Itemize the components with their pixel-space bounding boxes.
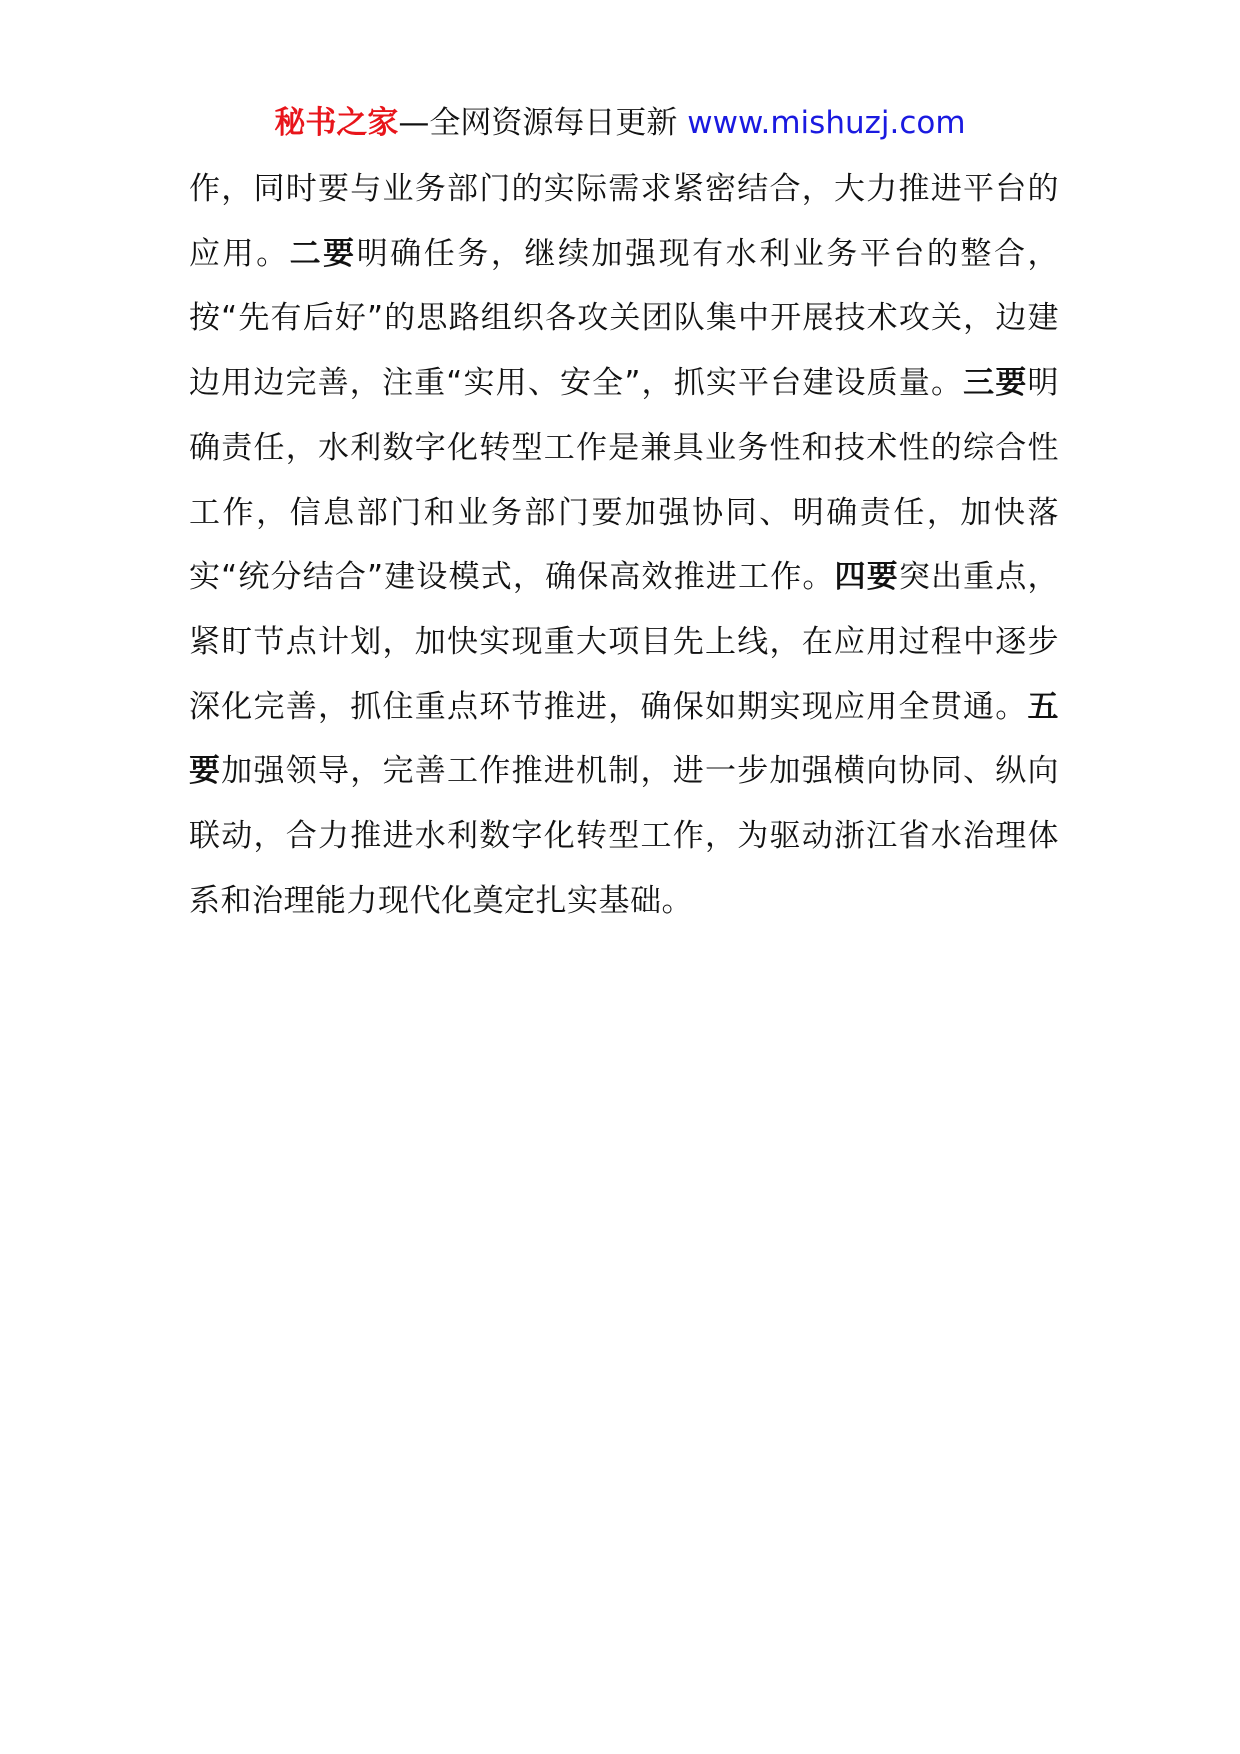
- keyword-san-yao: 三要: [963, 365, 1028, 402]
- body-paragraph: [189, 157, 1059, 933]
- keyword-er-yao: 二要: [289, 235, 357, 272]
- sentence-5: 加强领导，完善工作推进机制，进一步加强横向协同、纵向联动，合力推进水利数字化转型工作，为驱动浙江省水治理体系和治理能力现代化奠定扎实基础。: [189, 753, 1059, 919]
- header-tagline: —全网资源每日更新: [398, 105, 688, 141]
- sentence-1: 作，同时要与业务部门的实际需求紧密结合，大力推进平台的应用。: [189, 171, 1059, 272]
- keyword-wu-yao: 五要: [189, 688, 1059, 790]
- site-url[interactable]: www.mishuzj.com: [687, 105, 966, 141]
- brand-name: 秘书之家: [274, 105, 399, 141]
- sentence-2: 明确任务，继续加强现有水利业务平台的整合，按“先有后好”的思路组织各攻关团队集中开展技术攻关，边建边用边完善，注重“实用、安全”，抓实平台建设质量。: [189, 235, 1060, 402]
- keyword-si-yao: 四要: [834, 559, 899, 596]
- sentence-4: 突出重点，紧盯节点计划，加快实现重大项目先上线，在应用过程中逐步深化完善，抓住重点环节推进，确保如期实现应用全贯通。: [189, 559, 1060, 725]
- page-header: [0, 102, 1240, 144]
- document-body: [189, 157, 1059, 933]
- sentence-3: 明确责任，水利数字化转型工作是兼具业务性和技术性的综合性工作，信息部门和业务部门要加强协同、明确责任，加快落实“统分结合”建设模式，确保高效推进工作。: [189, 365, 1059, 596]
